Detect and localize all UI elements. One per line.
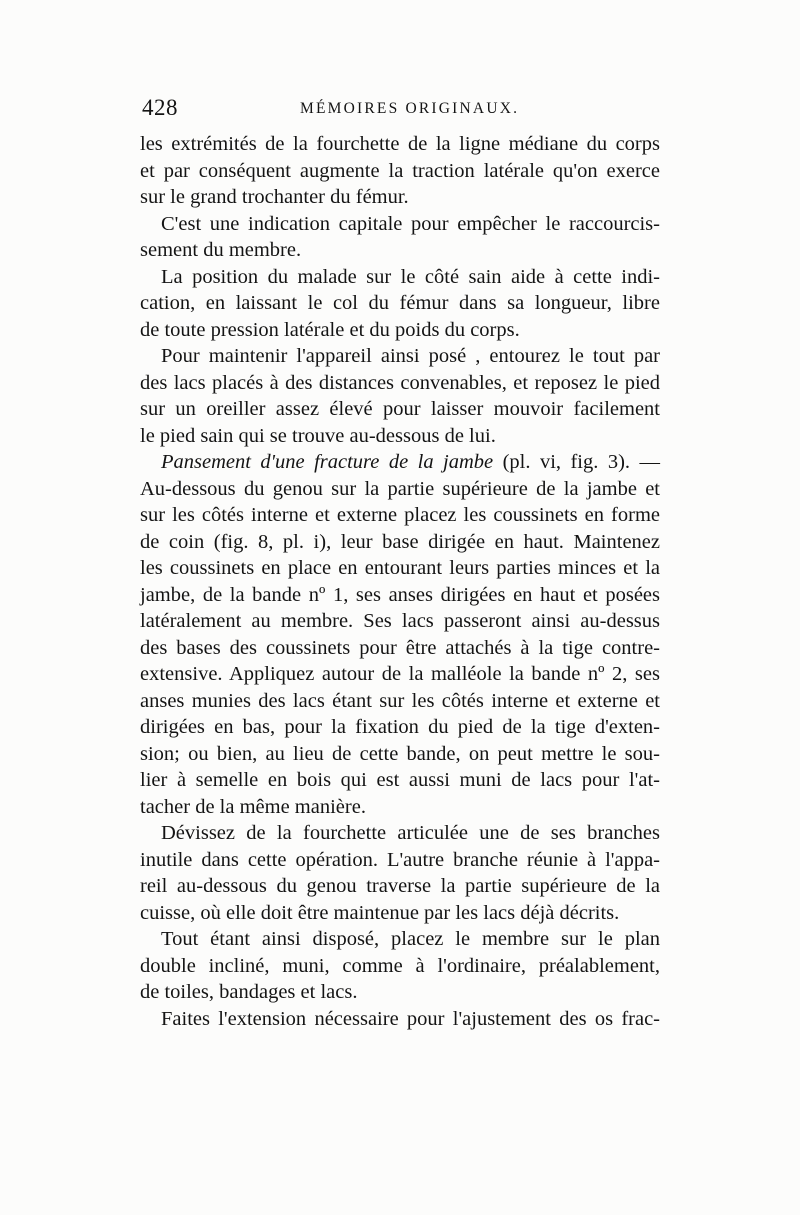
text-line: anses munies des lacs étant sur les côtés interne et externe et <box>140 689 660 712</box>
text-line: cuisse, où elle doit être maintenue par les lacs déjà décrits. <box>140 901 620 924</box>
text-line: les extrémités de la fourchette de la ligne médiane du corps <box>140 133 660 155</box>
text-line: inutile dans cette opération. L'autre branche réunie à l'appa- <box>140 848 660 871</box>
text-line: double incliné, muni, comme à l'ordinaire, préalablement, <box>140 954 660 977</box>
text-line: Au-dessous du genou sur la partie supérieure de la jambe et <box>140 477 660 500</box>
text-line: cation, en laissant le col du fémur dans sa longueur, libre <box>140 292 660 314</box>
section-heading: Pansement d'une fracture de la jambe <box>161 451 494 473</box>
text-line: sur le grand trochanter du fémur. <box>140 186 409 208</box>
text-line: de toiles, bandages et lacs. <box>140 981 358 1003</box>
page-header <box>140 95 660 121</box>
text-line: sement du membre. <box>140 239 302 261</box>
text-line: dirigées en bas, pour la fixation du pied de la tige d'exten- <box>140 716 660 738</box>
text-line: La position du malade sur le côté sain aide à cette indi- <box>161 265 660 288</box>
text-line: sur les côtés interne et externe placez les coussinets en forme <box>140 504 660 526</box>
body-text <box>140 131 660 1032</box>
text-line: et par conséquent augmente la traction latérale qu'on exerce <box>140 159 660 182</box>
text-line: sur un oreiller assez élevé pour laisser mouvoir facilement <box>140 398 660 420</box>
text-line: tacher de la même manière. <box>140 795 366 818</box>
text-line: des lacs placés à des distances convenables, et reposez le pied <box>140 371 660 394</box>
text-line <box>140 449 660 476</box>
page-number: 428 <box>142 95 178 120</box>
text-line: Dévissez de la fourchette articulée une de ses branches <box>161 822 660 844</box>
text-line: Faites l'extension nécessaire pour l'ajustement des os frac- <box>161 1007 660 1030</box>
figure-reference: (pl. vi, fig. 3). — <box>493 451 660 473</box>
text-line: extensive. Appliquez autour de la malléole la bande nº 2, ses <box>140 663 660 685</box>
text-line: C'est une indication capitale pour empêcher le raccourcis- <box>161 212 660 235</box>
text-line: les coussinets en place en entourant leurs parties minces et la <box>140 557 660 579</box>
text-line: de coin (fig. 8, pl. i), leur base dirigée en haut. Maintenez <box>140 530 660 553</box>
text-line: Tout étant ainsi disposé, placez le membre sur le plan <box>161 928 660 950</box>
text-line: latéralement au membre. Ses lacs passeront ainsi au-dessus <box>140 610 660 632</box>
text-line: sion; ou bien, au lieu de cette bande, on peut mettre le sou- <box>140 742 660 765</box>
text-line: le pied sain qui se trouve au-dessous de lui. <box>140 424 496 447</box>
text-line: Pour maintenir l'appareil ainsi posé , entourez le tout par <box>161 345 660 367</box>
text-line: lier à semelle en bois qui est aussi muni de lacs pour l'at- <box>140 769 660 791</box>
text-line: de toute pression latérale et du poids du corps. <box>140 318 520 341</box>
running-title: MÉMOIRES ORIGINAUX. <box>300 100 520 117</box>
text-line: jambe, de la bande nº 1, ses anses dirigées en haut et posées <box>140 583 660 606</box>
text-line: reil au-dessous du genou traverse la partie supérieure de la <box>140 875 660 897</box>
text-line: des bases des coussinets pour être attachés à la tige contre- <box>140 636 660 659</box>
